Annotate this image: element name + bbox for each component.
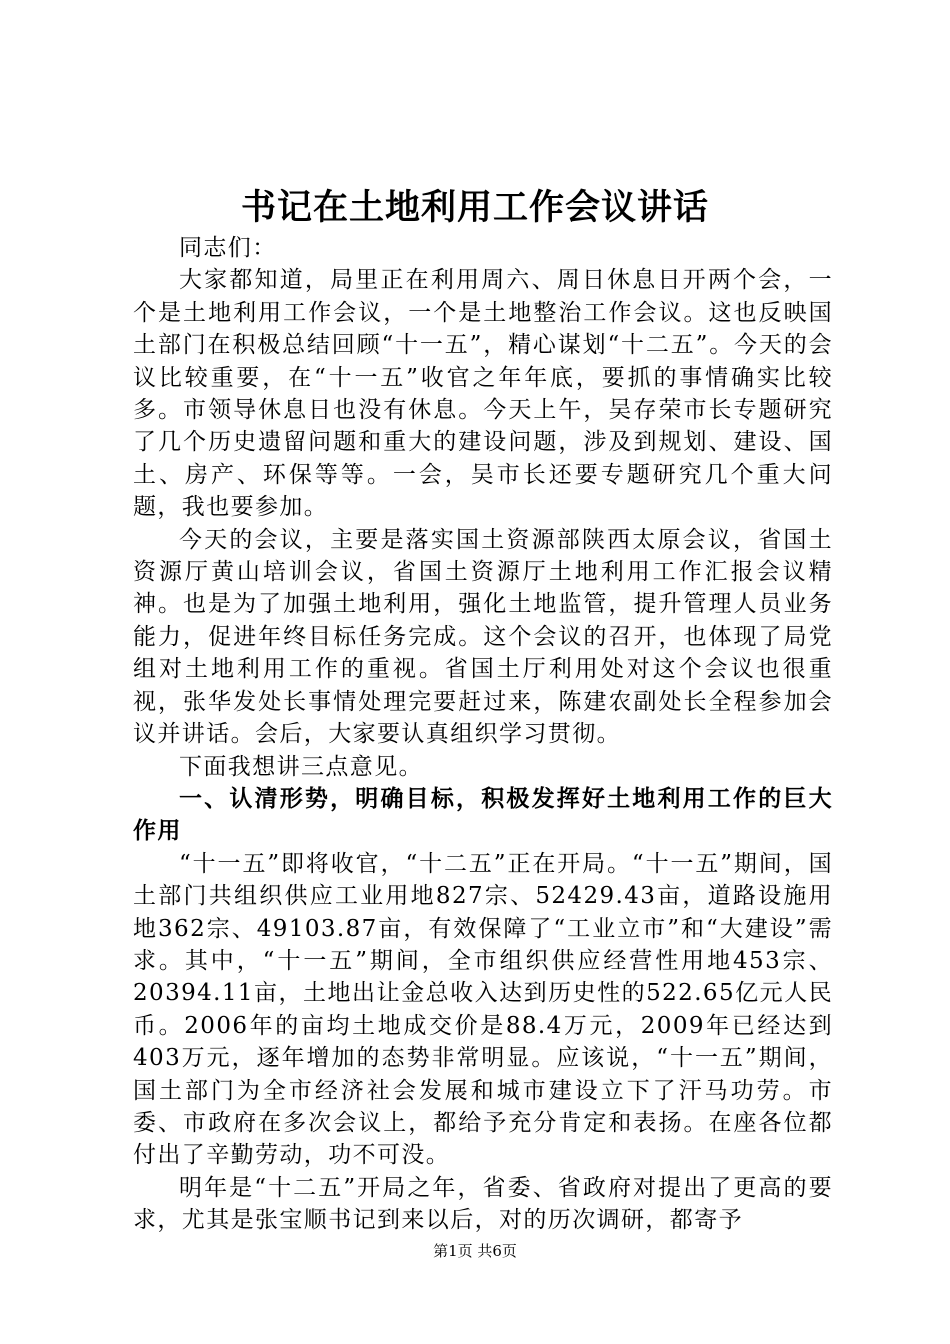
paragraph-3: 下面我想讲三点意见。 <box>179 753 423 780</box>
document-body <box>133 232 833 1237</box>
section-heading: 一、认清形势，明确目标，积极发挥好土地利用工作的巨大作用 <box>133 784 833 845</box>
paragraph-2: 今天的会议，主要是落实国土资源部陕西太原会议，省国土资源厅黄山培训会议，省国土资源厅土地利用工作汇报会议精神。也是为了加强土地利用，强化土地监管，提升管理人员业务能力，促进年终目标任务完成。这个会议的召开，也体现了局党组对土地利用工作的重视。省国土厅利用处对这个会议也很重视，张华发处长事情处理完要赶过来，陈建农副处长全程参加会议并讲话。会后，大家要认真组织学习贯彻。 <box>133 526 833 748</box>
document-title: 书记在土地利用工作会议讲话 <box>240 187 709 228</box>
paragraph-1: 大家都知道，局里正在利用周六、周日休息日开两个会，一个是土地利用工作会议，一个是土地整治工作会议。这也反映国土部门在积极总结回顾“十一五”，精心谋划“十二五”。今天的会议比较重要，在“十一五”收官之年年底，要抓的事情确实比较多。市领导休息日也没有休息。今天上午，吴存荣市长专题研究了几个历史遗留问题和重大的建设问题，涉及到规划、建设、国土、房产、环保等等。一会，吴市长还要专题研究几个重大问题，我也要参加。 <box>133 267 833 521</box>
paragraph-4: “十一五”即将收官，“十二五”正在开局。“十一五”期间，国土部门共组织供应工业用地827宗、52429.43亩，道路设施用地362宗、49103.87亩，有效保障了“工业立市”和“大建设”需求。其中，“十一五”期间，全市组织供应经营性用地453宗、20394.11亩，土地出让金总收入达到历史性的522.65亿元人民币。2006年的亩均土地成交价是88.4万元，2009年已经达到403万元，逐年增加的态势非常明显。应该说，“十一五”期间，国土部门为全市经济社会发展和城市建设立下了汗马功劳。市委、市政府在多次会议上，都给予充分肯定和表扬。在座各位都付出了辛勤劳动，功不可没。 <box>133 850 833 1169</box>
page-number-footer: 第1页 共6页 <box>433 1242 517 1260</box>
salutation: 同志们： <box>179 235 277 261</box>
paragraph-5: 明年是“十二五”开局之年，省委、省政府对提出了更高的要求，尤其是张宝顺书记到来以后，对的历次调研，都寄予 <box>133 1174 833 1234</box>
